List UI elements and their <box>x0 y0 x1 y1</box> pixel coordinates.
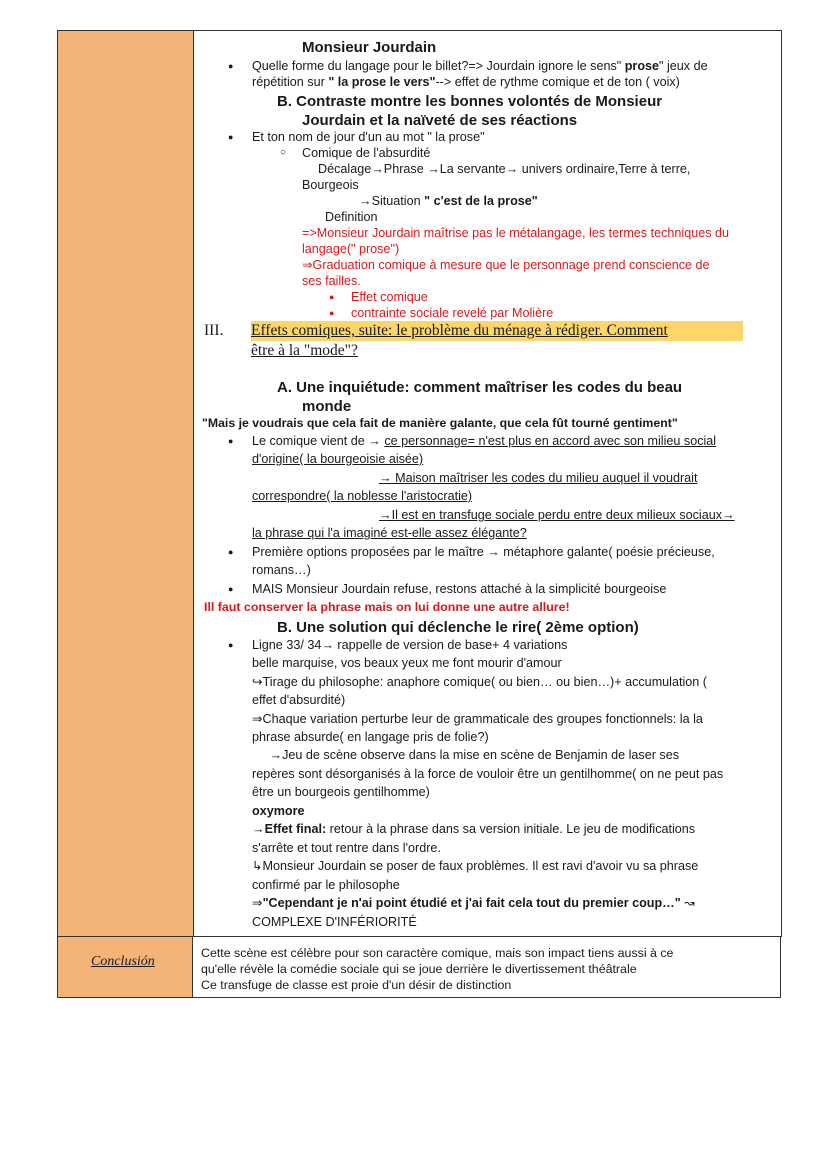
document-table <box>57 30 781 998</box>
sub-bullet-line: ○ Comique de l'absurdité <box>302 145 430 161</box>
conclusion-line: Ce transfuge de classe est proie d'un désir de distinction <box>201 978 512 992</box>
bullet-line: ● MAIS Monsieur Jourdain refuse, restons attaché à la simplicité bourgeoise <box>252 581 666 597</box>
heading-a-inquietude: A. Une inquiétude: comment maîtriser les codes du beau <box>277 379 683 396</box>
text-line: ⇒Chaque variation perturbe leur de grammaticale des groupes fonctionnels: la la <box>252 712 703 726</box>
text-underlined: ce personnage= n'est plus en accord avec son milieu social <box>384 434 717 448</box>
text: retour à la phrase dans sa version initiale. Le jeu de modifications <box>326 822 696 836</box>
text-line: Décalage→Phrase →La servante→ univers ordinaire,Terre à terre, <box>318 162 691 176</box>
text-line: confirmé par le philosophe <box>252 878 400 892</box>
heading-b-solution: B. Une solution qui déclenche le rire( 2ème option) <box>277 619 639 636</box>
underlined-line: →Il est en transfuge sociale perdu entre deux milieux sociaux→ <box>379 508 735 522</box>
text-line: Definition <box>325 210 378 224</box>
text: ↝ <box>680 896 695 910</box>
heading-a-inquietude-cont: monde <box>302 398 352 415</box>
bullet-line: ● Première options proposées par le maître → métaphore galante( poésie précieuse, <box>252 544 715 560</box>
text: → <box>252 822 265 836</box>
conclusion-line: Cette scène est célèbre pour son caractère comique, mais son impact tiens aussi à ce <box>201 946 674 960</box>
text: →Situation <box>359 194 425 208</box>
text: --> effet de rythme comique et de ton ( voix) <box>435 75 680 89</box>
text-line: effet d'absurdité) <box>252 693 346 707</box>
text-line <box>252 895 695 911</box>
text: " jeux de <box>659 59 708 73</box>
text-line: Bourgeois <box>302 178 359 192</box>
text-bold: Effet final: <box>264 822 327 836</box>
underlined-line: → Maison maîtriser les codes du milieu auquel il voudrait <box>379 471 698 485</box>
left-column-cell <box>57 30 194 937</box>
text-line: ↪Tirage du philosophe: anaphore comique( ou bien… ou bien…)+ accumulation ( <box>252 675 707 689</box>
text: Quelle forme du langage pour le billet?=> Jourdain ignore le sens" <box>252 59 625 73</box>
red-line: =>Monsieur Jourdain maîtrise pas le métalangage, les termes techniques du <box>302 226 730 240</box>
underlined-line: d'origine( la bourgeoisie aisée) <box>252 452 424 466</box>
text-line: romans…) <box>252 563 311 577</box>
bullet-line <box>252 58 708 74</box>
text-line <box>359 193 538 209</box>
underlined-line: la phrase qui l'a imaginé est-elle assez élégante? <box>252 526 527 540</box>
text-line <box>252 74 680 90</box>
section-iii-heading: Effets comiques, suite: le problème du ménage à rédiger. Comment <box>251 321 743 341</box>
underlined-line: correspondre( la noblesse l'aristocratie) <box>252 489 473 503</box>
text: Le comique vient de → <box>252 434 385 448</box>
text: répétition sur <box>252 75 329 89</box>
text-bold: prose <box>624 59 660 73</box>
text-line: phrase absurde( en langage pris de folie?) <box>252 730 489 744</box>
text-line: →Jeu de scène observe dans la mise en scène de Benjamin de laser ses <box>252 748 680 762</box>
conclusion-label: Conclusión <box>91 954 155 969</box>
bullet-line: ● Et ton nom de jour d'un au mot " la prose" <box>252 129 485 145</box>
text-line-bold: oxymore <box>252 804 305 818</box>
red-bullet-line: ● contrainte sociale revelé par Molière <box>351 305 553 321</box>
bullet-line <box>252 433 716 449</box>
section-iii-number: III. <box>204 322 224 339</box>
text-line <box>252 821 695 837</box>
conclusion-label-cell <box>57 936 193 998</box>
text-line: belle marquise, vos beaux yeux me font mourir d'amour <box>252 656 562 670</box>
subheading-monsieur-jourdain: Monsieur Jourdain <box>302 39 437 56</box>
heading-b-contraste-cont: Jourdain et la naïveté de ses réactions <box>302 112 578 129</box>
heading-b-contraste: B. Contraste montre les bonnes volontés de Monsieur <box>277 93 663 110</box>
text-bold: "Cependant je n'ai point étudié et j'ai fait cela tout du premier coup…" <box>262 896 681 910</box>
content-cell <box>193 30 782 937</box>
red-line: ⇒Graduation comique à mesure que le personnage prend conscience de <box>302 258 710 272</box>
text-line: COMPLEXE D'INFÉRIORITÉ <box>252 915 417 929</box>
text-bold: " la prose le vers" <box>328 75 436 89</box>
red-bold-line: Ill faut conserver la phrase mais on lui donne une autre allure! <box>204 600 570 614</box>
red-line: ses failles. <box>302 274 361 288</box>
text-line: être un bourgeois gentilhomme) <box>252 785 430 799</box>
quote-line: "Mais je voudrais que cela fait de manière galante, que cela fût tourné gentiment" <box>202 416 678 430</box>
section-iii-heading-cont: être à la "mode"? <box>251 342 358 359</box>
conclusion-content-cell <box>193 936 781 998</box>
text-line: s'arrête et tout rentre dans l'ordre. <box>252 841 441 855</box>
conclusion-text <box>201 945 771 993</box>
conclusion-line: qu'elle révèle la comédie sociale qui se joue derrière le divertissement théâtrale <box>201 962 637 976</box>
red-line: langage(" prose") <box>302 242 400 256</box>
text-line: ↳Monsieur Jourdain se poser de faux problèmes. Il est ravi d'avoir vu sa phrase <box>252 859 699 873</box>
text: ⇒ <box>252 896 263 910</box>
red-bullet-line: ● Effet comique <box>351 289 428 305</box>
text-line: repères sont désorganisés à la force de vouloir être un gentilhomme( on ne peut pas <box>252 767 724 781</box>
bullet-line: ● Ligne 33/ 34→ rappelle de version de base+ 4 variations <box>252 637 567 653</box>
text-bold: " c'est de la prose" <box>424 194 538 208</box>
